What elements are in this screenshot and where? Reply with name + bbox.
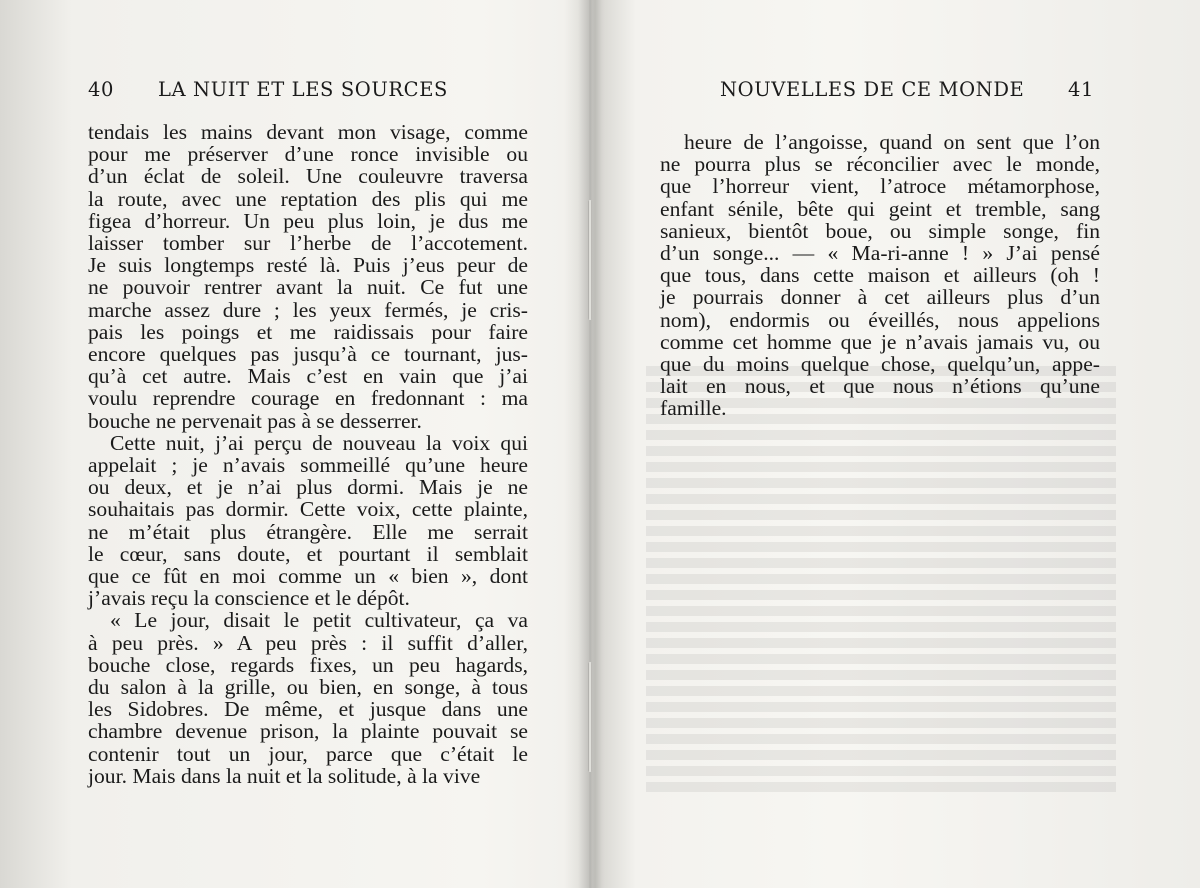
left-page-text-line: « Le jour, disait le petit cultivateur, ça va <box>110 608 528 633</box>
right-page <box>592 0 1200 888</box>
right-page-text-line: lait en nous, et que nous n’étions qu’une <box>660 374 1100 399</box>
left-page-text-line: ne pouvoir rentrer avant la nuit. Ce fut une <box>88 275 528 300</box>
left-page-number: 40 <box>88 78 115 101</box>
right-page-text-line: heure de l’angoisse, quand on sent que l’on <box>684 130 1100 154</box>
left-page-text-line: souhaitais pas dormir. Cette voix, cette plainte, <box>88 497 528 522</box>
right-page-number: 41 <box>1068 78 1095 101</box>
right-page-text-line: sanieux, bientôt boue, ou simple songe, fin <box>660 218 1100 243</box>
right-running-title: NOUVELLES DE CE MONDE <box>720 78 1025 101</box>
left-page-text-line: le cœur, sans doute, et pourtant il semblait <box>88 541 528 566</box>
left-running-title: LA NUIT ET LES SOURCES <box>158 78 448 101</box>
left-page-text-line: chambre devenue prison, la plainte pouvait se <box>88 719 528 744</box>
left-page-text-line: j’avais reçu la conscience et le dépôt. <box>88 586 410 611</box>
left-page-text-line: Cette nuit, j’ai perçu de nouveau la voix qui <box>110 430 528 455</box>
left-page-body <box>88 121 528 787</box>
left-page-text-line: que ce fût en moi comme un « bien », dont <box>88 564 528 589</box>
right-page-text-line: comme cet homme que je n’avais jamais vu, ou <box>660 329 1100 354</box>
left-page-text-line: d’un éclat de soleil. Une couleuvre traversa <box>88 164 528 189</box>
left-page-text-line: qu’à cet autre. Mais c’est en vain que j’ai <box>88 364 528 389</box>
right-page-text-line: nom), endormis ou éveillés, nous appelions <box>660 307 1100 332</box>
left-page-text-line: pour me préserver d’une ronce invisible ou <box>88 142 528 167</box>
left-page-text-line: Je suis longtemps resté là. Puis j’eus peur de <box>88 253 528 278</box>
left-page-text-line: jour. Mais dans la nuit et la solitude, à la vive <box>88 763 481 788</box>
left-page-text-line: à peu près. » A peu près : il suffit d’aller, <box>88 630 528 655</box>
left-page-text-line: encore quelques pas jusqu’à ce tournant, jus- <box>88 342 528 367</box>
right-page-text-line: enfant sénile, bête qui geint et tremble, sang <box>660 196 1100 221</box>
left-page-text-line: ne m’était plus étrangère. Elle me serrait <box>88 519 528 544</box>
left-page-text-line: bouche ne pervenait pas à se desserrer. <box>88 408 422 433</box>
left-page-text-line: laisser tomber sur l’herbe de l’accotement. <box>88 231 528 256</box>
left-page-text-line: figea d’horreur. Un peu plus loin, je dus me <box>88 208 528 233</box>
left-page-text-line: contenir tout un jour, parce que c’était le <box>88 741 528 766</box>
left-page <box>0 0 588 888</box>
left-page-text-line: pais les poings et me raidissais pour faire <box>88 319 528 344</box>
right-page-text-line: que tous, dans cette maison et ailleurs (oh ! <box>660 263 1100 288</box>
right-page-text-line: que l’horreur vient, l’atroce métamorphose, <box>660 174 1100 199</box>
right-page-text-line: que du moins quelque chose, quelqu’un, appe- <box>660 352 1100 377</box>
right-page-text-line: je pourrais donner à cet ailleurs plus d’un <box>660 285 1100 310</box>
left-page-text-line: appelait ; je n’avais sommeillé qu’une heure <box>88 453 528 478</box>
right-page-text-line: d’un songe... — « Ma-ri-anne ! » J’ai pensé <box>660 241 1100 266</box>
right-page-text-line: ne pourra plus se réconcilier avec le monde, <box>660 152 1100 177</box>
right-page-text-line: famille. <box>660 396 727 421</box>
left-page-text-line: ou deux, et je n’ai plus dormi. Mais je ne <box>88 475 528 500</box>
right-page-body <box>660 131 1100 420</box>
left-page-text-line: marche assez dure ; les yeux fermés, je cris- <box>88 297 528 322</box>
left-page-text-line: bouche close, regards fixes, un peu hagards, <box>88 652 528 677</box>
left-page-text-line: du salon à la grille, ou bien, en songe, à tous <box>88 675 528 700</box>
left-page-text-line: la route, avec une reptation des plis qui me <box>88 186 528 211</box>
left-page-text-line: les Sidobres. De même, et jusque dans une <box>88 697 528 722</box>
left-page-text-line: tendais les mains devant mon visage, comme <box>88 120 528 144</box>
left-page-text-line: voulu reprendre courage en fredonnant : ma <box>88 386 528 411</box>
